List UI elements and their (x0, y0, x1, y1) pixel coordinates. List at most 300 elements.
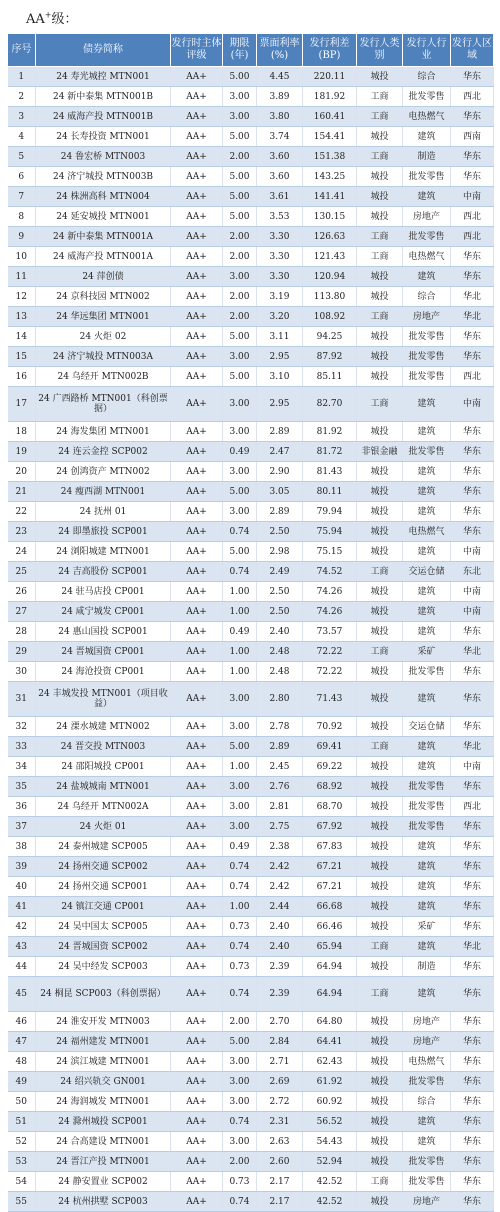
cell-rating: AA+ (171, 367, 223, 387)
cell-term: 3.00 (223, 387, 257, 422)
cell-coupon: 3.19 (257, 287, 303, 307)
table-row (8, 777, 494, 797)
cell-issuer-type: 城投 (357, 1072, 403, 1092)
cell-region: 西北 (451, 207, 494, 227)
cell-term: 0.49 (223, 442, 257, 462)
cell-rating: AA+ (171, 127, 223, 147)
cell-index: 4 (8, 127, 36, 147)
cell-spread: 85.11 (303, 367, 357, 387)
cell-term: 2.00 (223, 1012, 257, 1032)
cell-region: 中南 (451, 602, 494, 622)
cell-industry: 建筑 (403, 1132, 451, 1152)
cell-spread: 130.15 (303, 207, 357, 227)
cell-term: 5.00 (223, 367, 257, 387)
cell-name: 24 海发集团 MTN001 (36, 422, 171, 442)
cell-spread: 61.92 (303, 1072, 357, 1092)
cell-region: 华东 (451, 147, 494, 167)
table-row (8, 562, 494, 582)
cell-region: 中南 (451, 582, 494, 602)
cell-name: 24 静安置业 SCP002 (36, 1172, 171, 1192)
cell-rating: AA+ (171, 1072, 223, 1092)
cell-name: 24 抚州 01 (36, 502, 171, 522)
cell-rating: AA+ (171, 387, 223, 422)
cell-rating: AA+ (171, 227, 223, 247)
cell-index: 25 (8, 562, 36, 582)
cell-spread: 64.80 (303, 1012, 357, 1032)
cell-industry: 建筑 (403, 482, 451, 502)
cell-coupon: 2.72 (257, 1092, 303, 1112)
cell-term: 3.00 (223, 1052, 257, 1072)
cell-industry: 电热燃气 (403, 107, 451, 127)
cell-rating: AA+ (171, 442, 223, 462)
cell-name: 24 溧水城建 MTN002 (36, 717, 171, 737)
cell-term: 0.49 (223, 837, 257, 857)
cell-spread: 121.43 (303, 247, 357, 267)
cell-industry: 建筑 (403, 897, 451, 917)
cell-name: 24 海沧投资 CP001 (36, 662, 171, 682)
cell-coupon: 2.98 (257, 542, 303, 562)
cell-index: 41 (8, 897, 36, 917)
cell-index: 5 (8, 147, 36, 167)
cell-issuer-type: 城投 (357, 757, 403, 777)
cell-name: 24 海润城发 MTN001 (36, 1092, 171, 1112)
col-header-region: 发行人区域 (451, 34, 494, 67)
cell-coupon: 2.95 (257, 347, 303, 367)
cell-rating: AA+ (171, 1112, 223, 1132)
cell-spread: 82.70 (303, 387, 357, 422)
cell-issuer-type: 工商 (357, 642, 403, 662)
cell-name: 24 广西路桥 MTN001（科创票据） (36, 387, 171, 422)
cell-region: 华东 (451, 1132, 494, 1152)
table-row (8, 857, 494, 877)
cell-spread: 80.11 (303, 482, 357, 502)
cell-issuer-type: 城投 (357, 1052, 403, 1072)
cell-rating: AA+ (171, 187, 223, 207)
table-row (8, 1092, 494, 1112)
cell-coupon: 3.20 (257, 307, 303, 327)
cell-spread: 72.22 (303, 662, 357, 682)
cell-term: 0.74 (223, 977, 257, 1012)
table-row (8, 247, 494, 267)
cell-spread: 143.25 (303, 167, 357, 187)
cell-coupon: 3.53 (257, 207, 303, 227)
cell-spread: 151.38 (303, 147, 357, 167)
cell-index: 31 (8, 682, 36, 717)
cell-region: 中南 (451, 542, 494, 562)
caption-rating: AA (26, 12, 45, 27)
table-row (8, 957, 494, 977)
cell-index: 12 (8, 287, 36, 307)
cell-industry: 交运仓储 (403, 562, 451, 582)
cell-region: 华东 (451, 682, 494, 717)
cell-issuer-type: 城投 (357, 837, 403, 857)
cell-rating: AA+ (171, 1052, 223, 1072)
cell-rating: AA+ (171, 622, 223, 642)
cell-name: 24 火炬 01 (36, 817, 171, 837)
cell-spread: 62.43 (303, 1052, 357, 1072)
cell-coupon: 2.42 (257, 857, 303, 877)
cell-coupon: 2.89 (257, 422, 303, 442)
cell-name: 24 绍兴轨交 GN001 (36, 1072, 171, 1092)
cell-industry: 房地产 (403, 207, 451, 227)
cell-issuer-type: 城投 (357, 877, 403, 897)
cell-rating: AA+ (171, 482, 223, 502)
table-row (8, 87, 494, 107)
cell-rating: AA+ (171, 777, 223, 797)
cell-rating: AA+ (171, 917, 223, 937)
table-row (8, 227, 494, 247)
cell-issuer-type: 城投 (357, 1092, 403, 1112)
cell-name: 24 浏阳城建 MTN001 (36, 542, 171, 562)
cell-coupon: 3.74 (257, 127, 303, 147)
cell-name: 24 丰城发投 MTN001（项目收益） (36, 682, 171, 717)
cell-term: 3.00 (223, 797, 257, 817)
table-caption (26, 8, 78, 27)
table-row (8, 1192, 494, 1212)
cell-spread: 79.94 (303, 502, 357, 522)
cell-index: 10 (8, 247, 36, 267)
cell-coupon: 2.60 (257, 1152, 303, 1172)
cell-name: 24 淮安开发 MTN003 (36, 1012, 171, 1032)
cell-region: 华东 (451, 957, 494, 977)
cell-rating: AA+ (171, 857, 223, 877)
cell-rating: AA+ (171, 897, 223, 917)
cell-spread: 81.72 (303, 442, 357, 462)
cell-name: 24 连云金控 SCP002 (36, 442, 171, 462)
cell-coupon: 2.39 (257, 977, 303, 1012)
cell-issuer-type: 城投 (357, 127, 403, 147)
caption-plus: + (44, 10, 52, 20)
cell-spread: 81.92 (303, 422, 357, 442)
cell-issuer-type: 城投 (357, 957, 403, 977)
cell-name: 24 驻马店投 CP001 (36, 582, 171, 602)
cell-industry: 批发零售 (403, 1072, 451, 1092)
table-row (8, 642, 494, 662)
cell-index: 49 (8, 1072, 36, 1092)
cell-index: 2 (8, 87, 36, 107)
cell-index: 15 (8, 347, 36, 367)
cell-issuer-type: 城投 (357, 582, 403, 602)
cell-name: 24 萍创债 (36, 267, 171, 287)
cell-term: 3.00 (223, 1072, 257, 1092)
cell-index: 9 (8, 227, 36, 247)
cell-region: 东北 (451, 562, 494, 582)
cell-rating: AA+ (171, 327, 223, 347)
cell-spread: 120.94 (303, 267, 357, 287)
caption-tail: 级： (51, 12, 78, 27)
cell-industry: 综合 (403, 67, 451, 87)
cell-coupon: 3.60 (257, 167, 303, 187)
cell-term: 0.49 (223, 622, 257, 642)
cell-rating: AA+ (171, 1172, 223, 1192)
cell-spread: 69.41 (303, 737, 357, 757)
cell-coupon: 2.80 (257, 682, 303, 717)
cell-coupon: 3.61 (257, 187, 303, 207)
cell-industry: 房地产 (403, 1012, 451, 1032)
cell-region: 华东 (451, 247, 494, 267)
cell-index: 42 (8, 917, 36, 937)
cell-index: 19 (8, 442, 36, 462)
cell-industry: 综合 (403, 1092, 451, 1112)
table-row (8, 1152, 494, 1172)
cell-term: 0.74 (223, 1112, 257, 1132)
cell-term: 0.74 (223, 857, 257, 877)
cell-industry: 房地产 (403, 1032, 451, 1052)
table-row (8, 717, 494, 737)
cell-name: 24 泰州城建 SCP005 (36, 837, 171, 857)
cell-coupon: 2.71 (257, 1052, 303, 1072)
table-row (8, 127, 494, 147)
table-row (8, 367, 494, 387)
cell-industry: 综合 (403, 287, 451, 307)
cell-spread: 181.92 (303, 87, 357, 107)
cell-name: 24 滁州城投 SCP001 (36, 1112, 171, 1132)
cell-spread: 56.52 (303, 1112, 357, 1132)
cell-issuer-type: 城投 (357, 777, 403, 797)
cell-industry: 制造 (403, 147, 451, 167)
cell-index: 18 (8, 422, 36, 442)
cell-name: 24 吉高股份 SCP001 (36, 562, 171, 582)
cell-issuer-type: 工商 (357, 562, 403, 582)
cell-term: 1.00 (223, 642, 257, 662)
cell-coupon: 2.17 (257, 1192, 303, 1212)
cell-industry: 制造 (403, 957, 451, 977)
cell-coupon: 2.40 (257, 937, 303, 957)
cell-term: 2.00 (223, 307, 257, 327)
cell-spread: 72.22 (303, 642, 357, 662)
cell-coupon: 2.50 (257, 582, 303, 602)
cell-name: 24 乌经开 MTN002A (36, 797, 171, 817)
cell-region: 华东 (451, 267, 494, 287)
cell-name: 24 扬州交通 SCP002 (36, 857, 171, 877)
cell-coupon: 3.60 (257, 147, 303, 167)
cell-issuer-type: 城投 (357, 367, 403, 387)
cell-industry: 建筑 (403, 387, 451, 422)
col-header-term: 期限(年) (223, 34, 257, 67)
table-row (8, 917, 494, 937)
cell-region: 华东 (451, 327, 494, 347)
cell-term: 5.00 (223, 207, 257, 227)
cell-coupon: 3.89 (257, 87, 303, 107)
cell-index: 26 (8, 582, 36, 602)
cell-issuer-type: 城投 (357, 327, 403, 347)
table-row (8, 937, 494, 957)
cell-name: 24 新中泰集 MTN001B (36, 87, 171, 107)
cell-term: 3.00 (223, 717, 257, 737)
cell-coupon: 2.75 (257, 817, 303, 837)
cell-index: 3 (8, 107, 36, 127)
cell-coupon: 2.44 (257, 897, 303, 917)
cell-rating: AA+ (171, 682, 223, 717)
cell-term: 0.74 (223, 877, 257, 897)
cell-coupon: 2.40 (257, 917, 303, 937)
cell-spread: 71.43 (303, 682, 357, 717)
table-row (8, 582, 494, 602)
cell-rating: AA+ (171, 877, 223, 897)
cell-coupon: 2.47 (257, 442, 303, 462)
cell-coupon: 3.10 (257, 367, 303, 387)
cell-issuer-type: 城投 (357, 1032, 403, 1052)
cell-region: 华东 (451, 717, 494, 737)
cell-index: 36 (8, 797, 36, 817)
cell-term: 5.00 (223, 187, 257, 207)
table-row (8, 1112, 494, 1132)
cell-industry: 建筑 (403, 582, 451, 602)
cell-industry: 采矿 (403, 642, 451, 662)
cell-index: 23 (8, 522, 36, 542)
cell-spread: 74.26 (303, 602, 357, 622)
cell-term: 1.00 (223, 602, 257, 622)
cell-term: 3.00 (223, 1092, 257, 1112)
cell-region: 华东 (451, 662, 494, 682)
cell-spread: 154.41 (303, 127, 357, 147)
cell-term: 5.00 (223, 482, 257, 502)
bond-table (7, 33, 494, 1212)
cell-issuer-type: 城投 (357, 917, 403, 937)
cell-industry: 批发零售 (403, 1172, 451, 1192)
cell-region: 华东 (451, 1092, 494, 1112)
cell-index: 34 (8, 757, 36, 777)
cell-spread: 94.25 (303, 327, 357, 347)
cell-issuer-type: 城投 (357, 542, 403, 562)
cell-region: 华东 (451, 502, 494, 522)
cell-region: 华东 (451, 1112, 494, 1132)
cell-name: 24 火炬 02 (36, 327, 171, 347)
cell-issuer-type: 工商 (357, 227, 403, 247)
cell-term: 2.00 (223, 247, 257, 267)
cell-rating: AA+ (171, 757, 223, 777)
cell-term: 5.00 (223, 127, 257, 147)
cell-term: 2.00 (223, 147, 257, 167)
cell-index: 28 (8, 622, 36, 642)
cell-rating: AA+ (171, 462, 223, 482)
cell-spread: 75.15 (303, 542, 357, 562)
cell-index: 13 (8, 307, 36, 327)
cell-spread: 87.92 (303, 347, 357, 367)
cell-region: 华东 (451, 877, 494, 897)
cell-spread: 68.92 (303, 777, 357, 797)
table-row (8, 797, 494, 817)
cell-industry: 建筑 (403, 267, 451, 287)
cell-coupon: 2.95 (257, 387, 303, 422)
cell-spread: 42.52 (303, 1172, 357, 1192)
cell-region: 华北 (451, 307, 494, 327)
cell-region: 华东 (451, 522, 494, 542)
cell-rating: AA+ (171, 147, 223, 167)
cell-coupon: 2.63 (257, 1132, 303, 1152)
cell-name: 24 济宁城投 MTN003A (36, 347, 171, 367)
cell-index: 43 (8, 937, 36, 957)
cell-region: 华北 (451, 287, 494, 307)
cell-spread: 67.21 (303, 877, 357, 897)
cell-rating: AA+ (171, 662, 223, 682)
cell-issuer-type: 城投 (357, 422, 403, 442)
table-row (8, 1172, 494, 1192)
cell-name: 24 盐城城南 MTN001 (36, 777, 171, 797)
cell-index: 52 (8, 1132, 36, 1152)
table-row (8, 1012, 494, 1032)
table-row (8, 422, 494, 442)
cell-coupon: 2.17 (257, 1172, 303, 1192)
cell-region: 华东 (451, 857, 494, 877)
cell-index: 16 (8, 367, 36, 387)
cell-region: 华北 (451, 937, 494, 957)
cell-region: 华东 (451, 1032, 494, 1052)
cell-index: 53 (8, 1152, 36, 1172)
cell-rating: AA+ (171, 207, 223, 227)
cell-name: 24 晋城国资 CP001 (36, 642, 171, 662)
cell-coupon: 2.89 (257, 502, 303, 522)
cell-region: 中南 (451, 387, 494, 422)
col-header-bond-name: 债券简称 (36, 34, 171, 67)
cell-rating: AA+ (171, 977, 223, 1012)
cell-spread: 42.52 (303, 1192, 357, 1212)
cell-name: 24 延安城投 MTN001 (36, 207, 171, 227)
cell-spread: 67.21 (303, 857, 357, 877)
cell-industry: 建筑 (403, 187, 451, 207)
cell-term: 5.00 (223, 1032, 257, 1052)
cell-rating: AA+ (171, 582, 223, 602)
cell-region: 中南 (451, 757, 494, 777)
cell-coupon: 4.45 (257, 67, 303, 87)
cell-issuer-type: 城投 (357, 462, 403, 482)
cell-issuer-type: 工商 (357, 937, 403, 957)
cell-industry: 批发零售 (403, 367, 451, 387)
cell-name: 24 长寿投资 MTN001 (36, 127, 171, 147)
table-body (8, 67, 494, 1212)
cell-spread: 60.92 (303, 1092, 357, 1112)
cell-rating: AA+ (171, 307, 223, 327)
table-row (8, 1072, 494, 1092)
cell-term: 3.00 (223, 1132, 257, 1152)
cell-industry: 批发零售 (403, 662, 451, 682)
table-row (8, 267, 494, 287)
cell-name: 24 扬州交通 SCP001 (36, 877, 171, 897)
cell-region: 西北 (451, 797, 494, 817)
table-row (8, 147, 494, 167)
cell-region: 华东 (451, 462, 494, 482)
cell-region: 西北 (451, 367, 494, 387)
cell-region: 中南 (451, 187, 494, 207)
cell-region: 华东 (451, 1012, 494, 1032)
cell-industry: 建筑 (403, 757, 451, 777)
cell-issuer-type: 城投 (357, 347, 403, 367)
cell-region: 华东 (451, 1192, 494, 1212)
cell-region: 西南 (451, 127, 494, 147)
cell-term: 3.00 (223, 107, 257, 127)
cell-issuer-type: 工商 (357, 247, 403, 267)
cell-coupon: 2.89 (257, 737, 303, 757)
cell-issuer-type: 城投 (357, 897, 403, 917)
cell-index: 11 (8, 267, 36, 287)
cell-name: 24 合高建设 MTN001 (36, 1132, 171, 1152)
cell-industry: 房地产 (403, 1192, 451, 1212)
cell-industry: 建筑 (403, 877, 451, 897)
cell-spread: 68.70 (303, 797, 357, 817)
cell-rating: AA+ (171, 957, 223, 977)
cell-name: 24 邵阳城投 CP001 (36, 757, 171, 777)
cell-region: 华东 (451, 1052, 494, 1072)
cell-rating: AA+ (171, 642, 223, 662)
cell-issuer-type: 城投 (357, 797, 403, 817)
cell-term: 0.73 (223, 917, 257, 937)
col-header-coupon: 票面利率(%) (257, 34, 303, 67)
cell-issuer-type: 工商 (357, 307, 403, 327)
cell-coupon: 2.40 (257, 622, 303, 642)
cell-rating: AA+ (171, 602, 223, 622)
cell-issuer-type: 城投 (357, 187, 403, 207)
cell-name: 24 吴中经发 SCP003 (36, 957, 171, 977)
